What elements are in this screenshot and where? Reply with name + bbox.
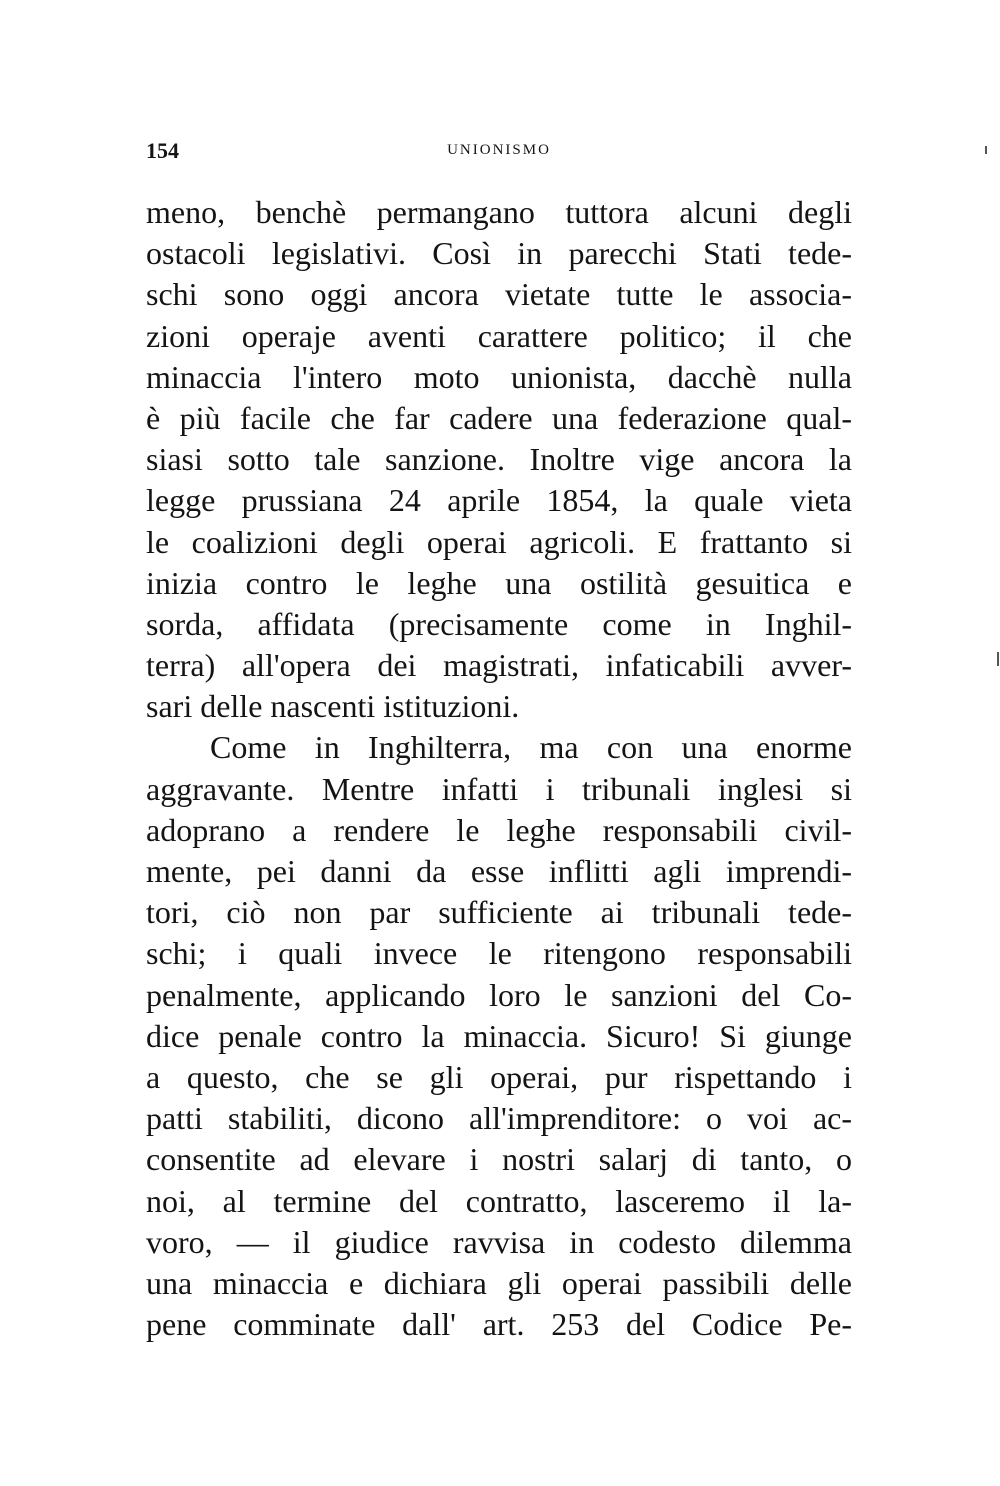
text-line: schi; i quali invece le ritengono responsabili	[146, 935, 852, 972]
text-line: sorda, affidata (precisamente come in Inghil-	[146, 605, 852, 642]
scan-speck	[997, 652, 999, 666]
text-line: patti stabiliti, dicono all'imprenditore: o voi ac-	[146, 1100, 852, 1137]
page-number: 154	[146, 138, 179, 163]
text-line: aggravante. Mentre infatti i tribunali inglesi si	[146, 770, 852, 807]
body-text	[146, 192, 852, 1345]
text-line: a questo, che se gli operai, pur rispettando i	[146, 1058, 852, 1095]
page-header	[146, 138, 852, 168]
text-line: ostacoli legislativi. Così in parecchi Stati tede-	[146, 235, 852, 272]
text-line: siasi sotto tale sanzione. Inoltre vige ancora la	[146, 441, 852, 478]
text-line: meno, benchè permangano tuttora alcuni degli	[146, 194, 852, 230]
text-line: penalmente, applicando loro le sanzioni del Co-	[146, 976, 852, 1013]
text-line-paragraph-start: Come in Inghilterra, ma con una enorme	[210, 729, 852, 766]
text-line: voro, — il giudice ravvisa in codesto dilemma	[146, 1223, 852, 1260]
text-line: adoprano a rendere le leghe responsabili civil-	[146, 811, 852, 848]
text-line: sari delle nascenti istituzioni.	[146, 688, 520, 725]
running-head: UNIONISMO	[447, 142, 551, 158]
text-line: tori, ciò non par sufficiente ai tribunali tede-	[146, 894, 852, 931]
text-line: zioni operaje aventi carattere politico; il che	[146, 317, 852, 354]
text-line: una minaccia e dichiara gli operai passibili delle	[146, 1264, 852, 1301]
text-line: terra) all'opera dei magistrati, infaticabili avver-	[146, 647, 852, 684]
text-line: è più facile che far cadere una federazione qual-	[146, 399, 852, 436]
text-line: minaccia l'intero moto unionista, dacchè nulla	[146, 358, 852, 395]
text-line: noi, al termine del contratto, lasceremo il la-	[146, 1182, 852, 1219]
text-line: pene comminate dall' art. 253 del Codice Pe-	[146, 1306, 852, 1343]
text-line: dice penale contro la minaccia. Sicuro! Si giunge	[146, 1017, 852, 1054]
text-line: inizia contro le leghe una ostilità gesuitica e	[146, 564, 852, 601]
text-line: le coalizioni degli operai agricoli. E frattanto si	[146, 523, 852, 560]
scan-speck	[985, 146, 987, 154]
text-line: schi sono oggi ancora vietate tutte le associa-	[146, 276, 852, 313]
text-line: mente, pei danni da esse inflitti agli imprendi-	[146, 853, 852, 889]
text-line: legge prussiana 24 aprile 1854, la quale vieta	[146, 482, 852, 519]
text-line: consentite ad elevare i nostri salarj di tanto, o	[146, 1141, 852, 1178]
